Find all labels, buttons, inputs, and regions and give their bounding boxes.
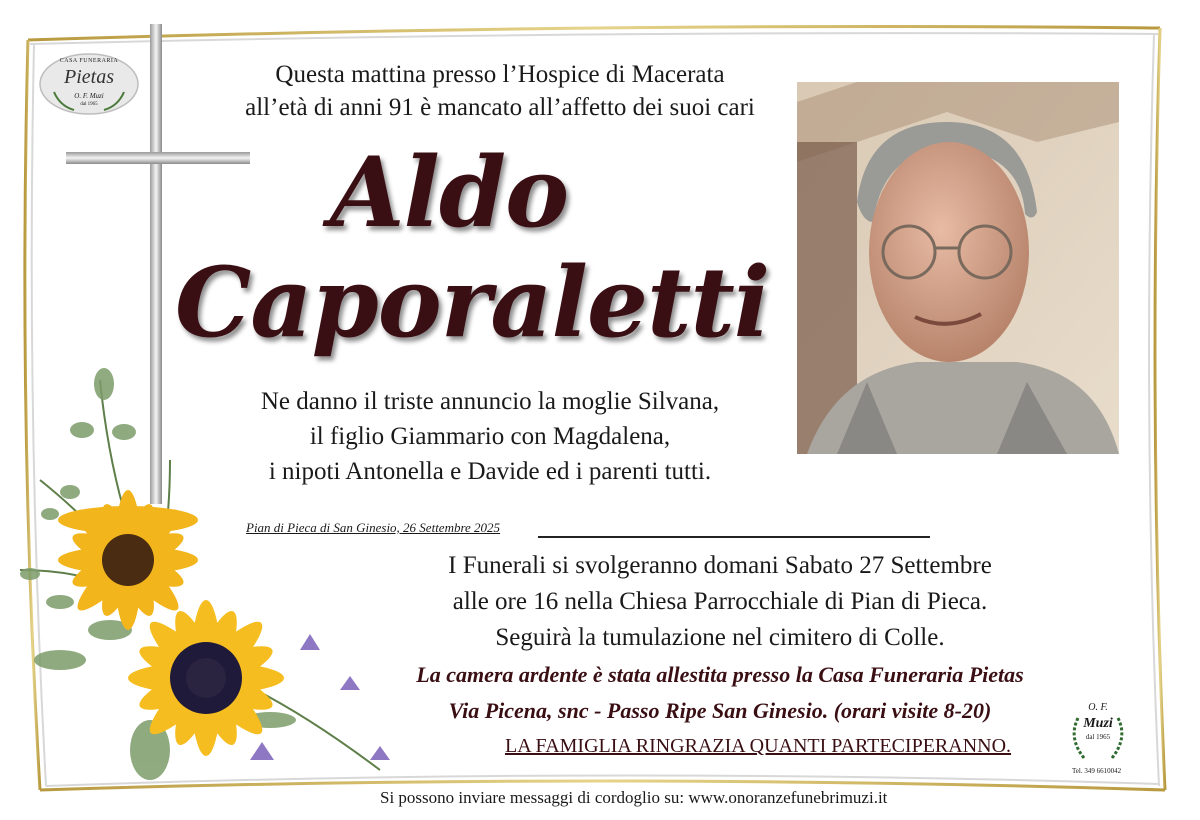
pietas-logo-since: dal 1965 (80, 102, 98, 107)
funeral-line: Seguirà la tumulazione nel cimitero di Colle. (495, 624, 945, 651)
family-thanks: LA FAMIGLIA RINGRAZIA QUANTI PARTECIPERANNO. (505, 735, 1012, 757)
chapel-line: La camera ardente è stata allestita presso la Casa Funeraria Pietas (416, 662, 1024, 687)
sunflower-upper (58, 490, 198, 630)
intro-text (210, 58, 790, 124)
deceased-last-name: Caporaletti (175, 246, 770, 359)
intro-line: Questa mattina presso l’Hospice di Macerata (275, 61, 725, 88)
funeral-line: alle ore 16 nella Chiesa Parrocchiale di Pian di Pieca. (452, 588, 988, 615)
deceased-portrait (797, 82, 1119, 454)
place-date: Pian di Pieca di San Ginesio, 26 Settembre 2025 (246, 520, 501, 535)
muzi-phone: Tel. 349 6610042 (1072, 767, 1122, 775)
pietas-logo-top: CASA FUNERARIA (59, 58, 119, 64)
condolences-note: Si possono inviare messaggi di cordoglio su: www.onoranzefunebrimuzi.it (380, 788, 888, 807)
chapel-details (360, 657, 1080, 729)
pietas-logo (38, 52, 140, 116)
muzi-logo (1062, 702, 1134, 766)
deceased-first-name: Aldo (330, 136, 569, 249)
chapel-line: Via Picena, snc - Passo Ripe San Ginesio. (orari visite 8-20) (448, 698, 992, 723)
muzi-initials: O. F. (1088, 702, 1108, 713)
pietas-logo-sub: O. F. Muzi (74, 92, 104, 100)
family-line: il figlio Giammario con Magdalena, (309, 423, 671, 450)
family-line: Ne danno il triste annuncio la moglie Silvana, (260, 388, 720, 415)
family-line: i nipoti Antonella e Davide ed i parenti tutti. (268, 458, 712, 485)
funeral-line: I Funerali si svolgeranno domani Sabato 27 Settembre (448, 552, 992, 579)
separator-line (538, 536, 930, 538)
muzi-since: dal 1965 (1085, 733, 1111, 741)
sunflower-bouquet-icon (0, 360, 400, 810)
pietas-logo-name: Pietas (64, 66, 114, 88)
muzi-name: Muzi (1083, 716, 1113, 731)
sunflower-lower (128, 600, 284, 756)
funeral-details (370, 548, 1070, 656)
intro-line: all’età di anni 91 è mancato all’affetto dei suoi cari (245, 94, 755, 121)
